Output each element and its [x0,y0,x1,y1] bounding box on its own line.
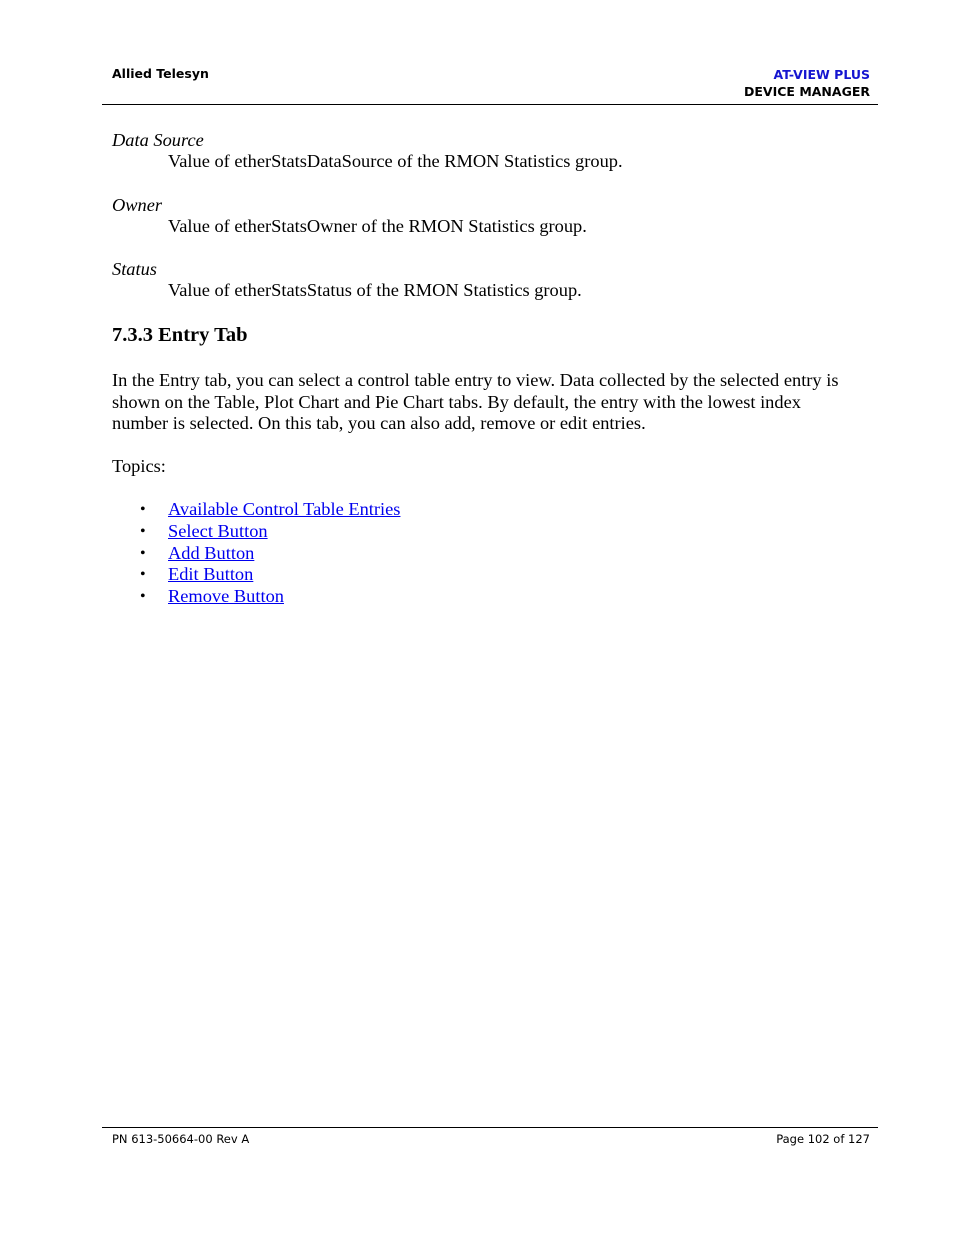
bullet-icon: • [140,522,146,540]
link-edit-button[interactable]: Edit Button [168,564,254,585]
bullet-icon: • [140,544,146,562]
list-item [112,543,400,565]
term-status: Status [112,259,157,279]
list-item [112,586,400,608]
list-item [112,521,400,543]
section-paragraph [112,370,872,435]
desc-data-source: Value of etherStatsDataSource of the RMON Statistics group. [168,151,623,171]
topics-list [112,499,400,608]
footer-part-number: PN 613-50664-00 Rev A [112,1132,250,1146]
link-available-control-table-entries[interactable]: Available Control Table Entries [168,499,401,519]
paragraph-line: shown on the Table, Plot Chart and Pie Chart tabs. By default, the entry with the lowest index [112,391,801,412]
header-subtitle: DEVICE MANAGER [744,84,870,99]
footer-divider [102,1127,878,1128]
link-add-button[interactable]: Add Button [168,542,255,563]
desc-status: Value of etherStatsStatus of the RMON Statistics group. [168,280,582,300]
paragraph-line: In the Entry tab, you can select a control table entry to view. Data collected by the selected entry is [112,370,839,390]
bullet-icon: • [140,566,146,584]
list-item [112,499,400,521]
topics-label: Topics: [112,456,166,476]
header-product: AT-VIEW PLUS [773,67,870,82]
bullet-icon: • [140,588,146,606]
paragraph-line: number is selected. On this tab, you can also add, remove or edit entries. [112,413,646,434]
term-data-source: Data Source [112,130,204,150]
header-divider [102,104,878,105]
footer-page-number: Page 102 of 127 [776,1132,870,1146]
bullet-icon: • [140,501,146,518]
term-owner: Owner [112,195,163,215]
section-title: 7.3.3 Entry Tab [112,324,248,346]
desc-owner: Value of etherStatsOwner of the RMON Statistics group. [168,216,587,236]
header-company: Allied Telesyn [112,66,209,81]
link-remove-button[interactable]: Remove Button [168,586,284,607]
link-select-button[interactable]: Select Button [168,520,268,541]
header-right [744,66,870,100]
list-item [112,564,400,586]
